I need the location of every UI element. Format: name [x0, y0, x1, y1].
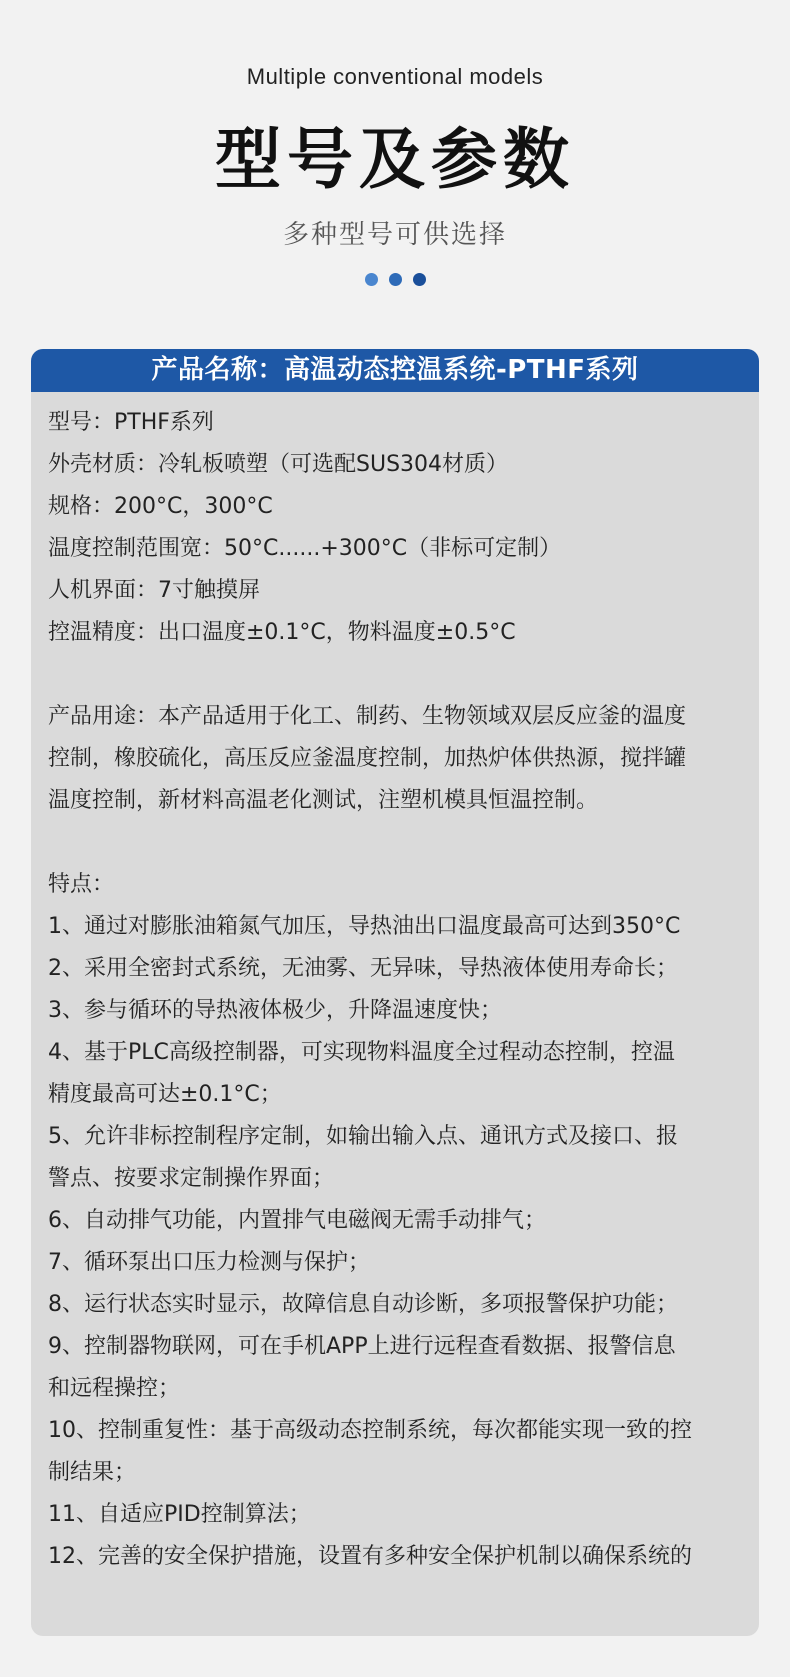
feature-line: 和远程操控； — [48, 1376, 181, 1401]
spec-accuracy: 控温精度：出口温度±0.1°C，物料温度±0.5°C — [48, 620, 516, 645]
spec-model: 型号：PTHF系列 — [48, 410, 214, 435]
page-tagline: 多种型号可供选择 — [282, 220, 507, 250]
feature-line: 6、自动排气功能，内置排气电磁阀无需手动排气； — [48, 1208, 546, 1233]
dot-2 — [389, 273, 402, 286]
spec-shell-material: 外壳材质：冷轧板喷塑（可选配SUS304材质） — [48, 452, 509, 477]
feature-line: 9、控制器物联网，可在手机APP上进行远程查看数据、报警信息 — [48, 1334, 676, 1359]
features-title: 特点： — [48, 872, 115, 897]
feature-line: 8、运行状态实时显示，故障信息自动诊断，多项报警保护功能； — [48, 1292, 678, 1317]
feature-line: 11、自适应PID控制算法； — [48, 1502, 311, 1527]
feature-line: 精度最高可达±0.1°C； — [48, 1082, 282, 1107]
feature-line: 2、采用全密封式系统，无油雾、无异味，导热液体使用寿命长； — [48, 956, 678, 981]
product-name-header: 产品名称：高温动态控温系统-PTHF系列 — [31, 349, 759, 392]
product-card — [31, 349, 759, 1636]
dot-1 — [365, 273, 378, 286]
usage-line: 产品用途：本产品适用于化工、制药、生物领域双层反应釜的温度 — [48, 704, 687, 729]
decorative-dots — [0, 273, 790, 287]
feature-line: 3、参与循环的导热液体极少，升降温速度快； — [48, 998, 502, 1023]
page-title: 型号及参数 — [215, 121, 575, 198]
usage-line: 温度控制，新材料高温老化测试，注塑机模具恒温控制。 — [48, 788, 599, 813]
product-details — [31, 392, 759, 1578]
dot-3 — [413, 273, 426, 286]
feature-line: 10、控制重复性：基于高级动态控制系统，每次都能实现一致的控 — [48, 1418, 692, 1443]
feature-line: 1、通过对膨胀油箱氮气加压，导热油出口温度最高可达到350°C — [48, 914, 681, 939]
spacer — [48, 654, 745, 696]
feature-line: 4、基于PLC高级控制器，可实现物料温度全过程动态控制，控温 — [48, 1040, 675, 1065]
feature-line: 5、允许非标控制程序定制，如输出输入点、通讯方式及接口、报 — [48, 1124, 678, 1149]
spec-hmi: 人机界面：7寸触摸屏 — [48, 578, 260, 603]
spec-specification: 规格：200°C，300°C — [48, 494, 273, 519]
feature-line: 12、完善的安全保护措施，设置有多种安全保护机制以确保系统的 — [48, 1544, 692, 1569]
usage-line: 控制，橡胶硫化，高压反应釜温度控制，加热炉体供热源，搅拌罐 — [48, 746, 687, 771]
feature-line: 制结果； — [48, 1460, 137, 1485]
english-subtitle: Multiple conventional models — [246, 64, 544, 89]
spec-temperature-range: 温度控制范围宽：50°C......+300°C（非标可定制） — [48, 536, 562, 561]
feature-line: 警点、按要求定制操作界面； — [48, 1166, 335, 1191]
spacer — [48, 822, 745, 864]
feature-line: 7、循环泵出口压力检测与保护； — [48, 1250, 370, 1275]
